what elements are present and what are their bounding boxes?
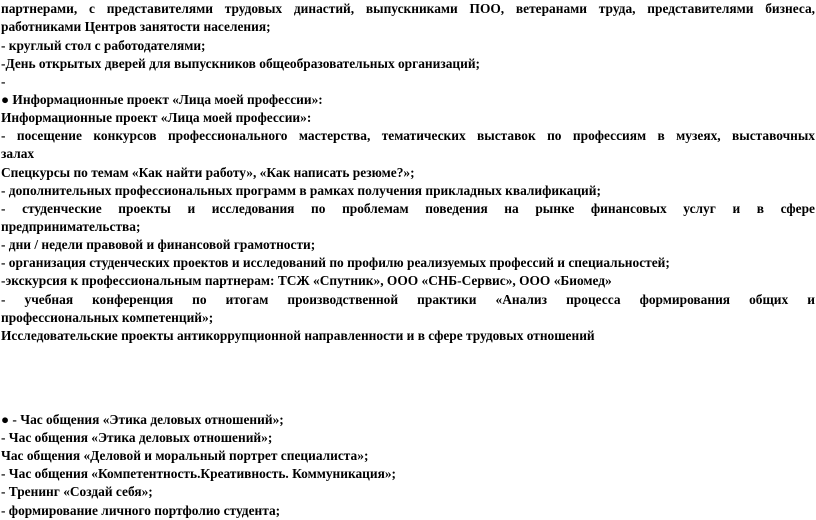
text-line-employment-centers: работниками Центров занятости населения; — [1, 19, 271, 34]
text-line-research-organization: - организация студенческих проектов и исследований по профилю реализуемых профессий и специальностей; — [1, 255, 670, 270]
text-line-training: - Тренинг «Создай себя»; — [1, 484, 153, 499]
text-line-literacy-days: - дни / недели правовой и финансовой грамотности; — [1, 237, 316, 252]
text-line-info-project-bullet: ● Информационные проект «Лица моей профессии»: — [1, 92, 323, 107]
text-line-competencies: профессиональных компетенций»; — [1, 310, 214, 325]
text-line-portfolio: - формирование личного портфолио студента; — [1, 503, 281, 518]
text-line-dash: - — [1, 74, 6, 89]
text-line-conference: - учебная конференция по итогам производственной практики «Анализ процесса формирования общих и — [1, 292, 815, 307]
text-line-anticorruption: Исследовательские проекты антикоррупционной направленности и в сфере трудовых отношений — [1, 328, 595, 343]
text-line-additional-programs: - дополнительных профессиональных программ в рамках получения прикладных квалификаций; — [1, 183, 601, 198]
text-line-excursion: -экскурсия к профессиональным партнерам: ТСЖ «Спутник», ООО «СНБ-Сервис», ООО «Биомед» — [1, 273, 612, 288]
text-line-portrait: Час общения «Деловой и моральный портрет специалиста»; — [1, 448, 369, 463]
text-line-partners: партнерами, с представителями трудовых династий, выпускниками ПОО, ветеранами труда, представителями бизнеса, — [1, 1, 815, 16]
text-line-student-projects: - студенческие проекты и исследования по проблемам поведения на рынке финансовых услуг и в сфере — [1, 201, 815, 216]
text-line-competence: - Час общения «Компетентность.Креативность. Коммуникация»; — [1, 466, 396, 481]
text-line-round-table: - круглый стол с работодателями; — [1, 38, 206, 53]
text-line-open-day: -День открытых дверей для выпускников общеобразовательных организаций; — [1, 56, 481, 71]
text-line-ethics-bullet: ● - Час общения «Этика деловых отношений»; — [1, 412, 284, 427]
text-line-entrepreneurship: предпринимательства; — [1, 219, 141, 234]
text-line-special-courses: Спецкурсы по темам «Как найти работу», «Как написать резюме?»; — [1, 165, 415, 180]
text-line-competitions: - посещение конкурсов профессионального мастерства, тематических выставок по профессиям в музеях, выставочных — [1, 128, 815, 143]
text-line-ethics: - Час общения «Этика деловых отношений»; — [1, 430, 273, 445]
text-line-info-project: Информационные проект «Лица моей профессии»: — [1, 110, 312, 125]
text-line-halls: залах — [1, 146, 35, 161]
